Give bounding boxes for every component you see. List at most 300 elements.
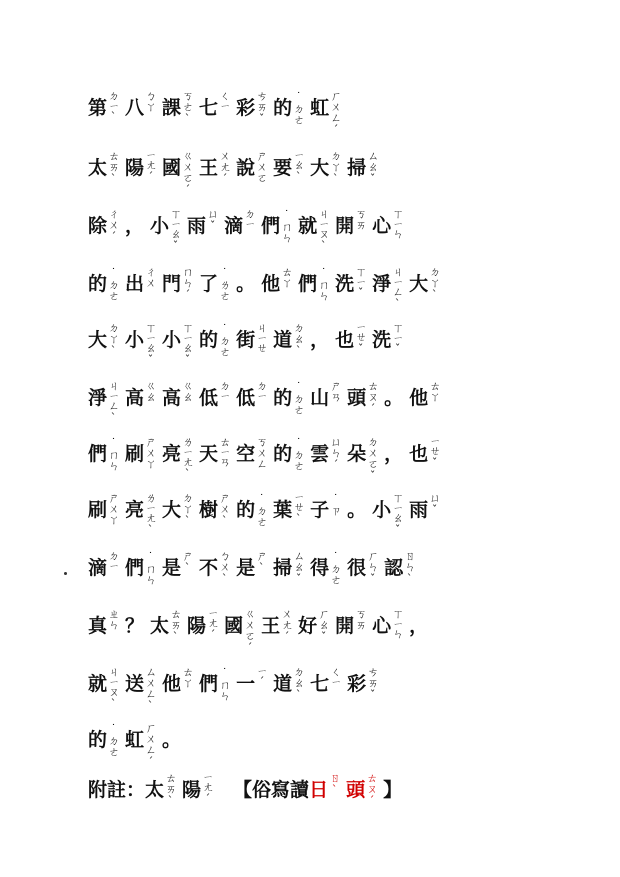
hanzi-character: 的 xyxy=(199,329,219,351)
character-with-zhuyin xyxy=(88,378,119,424)
zhuyin-annotation: ㄊㄡˊ xyxy=(365,772,379,807)
zhuyin-annotation: ㄉㄚˋ xyxy=(428,266,442,301)
character-with-zhuyin xyxy=(88,720,119,760)
hanzi-character: 的 xyxy=(273,443,293,465)
hanzi-character: 們 xyxy=(298,273,318,295)
character-with-zhuyin xyxy=(125,548,156,588)
character-with-zhuyin xyxy=(273,148,304,188)
zhuyin-annotation: ㄏㄠˇ xyxy=(317,608,331,643)
zhuyin-annotation: ㄊㄚ xyxy=(181,666,195,688)
hanzi-character: 第 xyxy=(88,97,108,119)
character-with-zhuyin xyxy=(88,88,119,128)
zhuyin-annotation: ㄧㄤˊ xyxy=(144,150,158,183)
footnote-line xyxy=(88,770,558,810)
character-with-zhuyin xyxy=(199,490,230,530)
zhuyin-annotation: ˙ㄉㄜ xyxy=(107,266,121,301)
text-line xyxy=(88,664,558,712)
zhuyin-annotation: ㄍㄠ xyxy=(144,380,158,402)
character-with-zhuyin xyxy=(145,770,176,810)
character-with-zhuyin xyxy=(335,206,366,246)
text-line xyxy=(88,548,558,588)
hanzi-character: 不 xyxy=(199,557,219,579)
zhuyin-annotation: ㄊㄚ xyxy=(428,380,442,402)
character-with-zhuyin xyxy=(409,378,440,418)
hanzi-character: 是 xyxy=(162,557,182,579)
punctuation: ， xyxy=(409,615,429,637)
character-with-zhuyin xyxy=(182,770,213,810)
hanzi-character: 小 xyxy=(162,329,182,351)
zhuyin-annotation: ㄩˇ xyxy=(206,208,220,232)
zhuyin-annotation: ˙ㄉㄜ xyxy=(329,550,343,585)
hanzi-character: 大 xyxy=(409,273,429,295)
hanzi-character: 亮 xyxy=(125,499,145,521)
character-with-zhuyin xyxy=(273,320,304,360)
hanzi-character: 低 xyxy=(199,387,219,409)
zhuyin-annotation: ㄒㄧˇ xyxy=(391,322,405,355)
hanzi-character: 虹 xyxy=(125,729,145,751)
hanzi-character: 認 xyxy=(384,557,404,579)
hanzi-character: 心 xyxy=(372,615,392,637)
hanzi-character: 虹 xyxy=(310,97,330,119)
text-line xyxy=(88,264,558,310)
hanzi-character: 葉 xyxy=(273,499,293,521)
zhuyin-annotation: ㄓㄣ xyxy=(107,608,121,630)
text-line xyxy=(88,434,558,482)
hanzi-character: 刷 xyxy=(88,499,108,521)
character-with-zhuyin xyxy=(199,88,230,128)
zhuyin-annotation: ㄊㄞˋ xyxy=(107,150,121,185)
hanzi-character: 太 xyxy=(88,157,108,179)
character-with-zhuyin xyxy=(88,148,119,188)
hanzi-character: 滴 xyxy=(224,215,244,237)
footnote-prefix: 附註： xyxy=(88,779,146,801)
character-with-zhuyin xyxy=(162,264,193,304)
character-with-zhuyin xyxy=(310,434,341,474)
character-with-zhuyin xyxy=(236,378,267,418)
hanzi-character: 國 xyxy=(162,157,182,179)
zhuyin-annotation: ˙ㄌㄜ xyxy=(218,266,232,301)
character-with-zhuyin xyxy=(273,378,304,418)
character-with-zhuyin xyxy=(162,664,193,704)
character-with-zhuyin xyxy=(347,664,378,704)
hanzi-character: 陽 xyxy=(187,615,207,637)
character-with-zhuyin xyxy=(273,434,304,474)
text-line xyxy=(88,148,558,196)
character-with-zhuyin xyxy=(309,770,340,810)
hanzi-character: 刷 xyxy=(125,443,145,465)
zhuyin-annotation: ㄌㄧㄤˋ xyxy=(181,436,195,480)
hanzi-character: 出 xyxy=(125,273,145,295)
hanzi-character: 朵 xyxy=(347,443,367,465)
punctuation: 。 xyxy=(384,387,404,409)
zhuyin-annotation: ㄅㄨˋ xyxy=(218,550,232,585)
character-with-zhuyin xyxy=(261,606,292,646)
zhuyin-annotation: ㄏㄣˇ xyxy=(366,550,380,585)
zhuyin-annotation: ㄒㄧㄣ xyxy=(391,608,405,639)
character-with-zhuyin xyxy=(310,548,341,588)
zhuyin-annotation: ˙ㄇㄣ xyxy=(280,208,294,243)
character-with-zhuyin xyxy=(125,320,156,366)
punctuation: ， xyxy=(310,329,330,351)
character-with-zhuyin xyxy=(298,606,329,646)
hanzi-character: 七 xyxy=(310,673,330,695)
character-with-zhuyin xyxy=(273,88,304,128)
character-with-zhuyin xyxy=(372,320,403,360)
hanzi-character: 王 xyxy=(261,615,281,637)
hanzi-character: 就 xyxy=(88,673,108,695)
hanzi-character: 門 xyxy=(162,273,182,295)
zhuyin-annotation: ㄏㄨㄥˊ xyxy=(329,90,343,136)
zhuyin-annotation: ㄧㄝˋ xyxy=(292,492,306,525)
punctuation: ， xyxy=(384,443,404,465)
hanzi-character: 雨 xyxy=(187,215,207,237)
zhuyin-annotation: ㄒㄧㄠˇ xyxy=(144,322,158,366)
character-with-zhuyin xyxy=(162,88,193,128)
zhuyin-annotation: ㄩˇ xyxy=(428,492,442,516)
zhuyin-annotation: ㄉㄧ xyxy=(255,380,269,400)
character-with-zhuyin xyxy=(125,148,156,188)
hanzi-character: 亮 xyxy=(162,443,182,465)
character-with-zhuyin xyxy=(347,148,378,188)
hanzi-character: 國 xyxy=(224,615,244,637)
hanzi-character: 街 xyxy=(236,329,256,351)
zhuyin-annotation: ㄉㄠˋ xyxy=(292,322,306,357)
zhuyin-annotation: ㄎㄞ xyxy=(354,608,368,630)
character-with-zhuyin xyxy=(261,264,292,304)
character-with-zhuyin xyxy=(347,434,378,482)
hanzi-character: 掃 xyxy=(273,557,293,579)
character-with-zhuyin xyxy=(199,548,230,588)
zhuyin-annotation: ˙ㄇㄣ xyxy=(218,666,232,701)
character-with-zhuyin xyxy=(261,206,292,246)
hanzi-character: 雨 xyxy=(409,499,429,521)
hanzi-character: 開 xyxy=(335,615,355,637)
zhuyin-annotation: ㄙㄠˇ xyxy=(366,150,380,185)
zhuyin-annotation: ˙ㄗ xyxy=(329,492,343,516)
hanzi-character: 他 xyxy=(261,273,281,295)
punctuation: 。 xyxy=(162,729,182,751)
character-with-zhuyin xyxy=(125,434,156,474)
character-with-zhuyin xyxy=(273,490,304,530)
hanzi-character: 高 xyxy=(162,387,182,409)
text-line xyxy=(88,606,558,654)
zhuyin-annotation: ㄙㄠˇ xyxy=(292,550,306,585)
zhuyin-annotation: ㄒㄧㄠˇ xyxy=(181,322,195,366)
character-with-zhuyin xyxy=(162,548,193,588)
zhuyin-annotation: ㄎㄞ xyxy=(354,208,368,230)
character-with-zhuyin xyxy=(199,148,230,188)
zhuyin-annotation: ㄒㄧㄠˇ xyxy=(169,208,183,252)
hanzi-character: 很 xyxy=(347,557,367,579)
character-with-zhuyin xyxy=(236,88,267,128)
character-with-zhuyin xyxy=(162,490,193,530)
hanzi-character: 真 xyxy=(88,615,108,637)
hanzi-character: 小 xyxy=(125,329,145,351)
zhuyin-annotation: ㄖㄣˋ xyxy=(403,550,417,585)
zhuyin-annotation: ㄔㄨˊ xyxy=(107,208,121,243)
character-with-zhuyin xyxy=(310,148,341,188)
hanzi-character: 空 xyxy=(236,443,256,465)
hanzi-character: 小 xyxy=(372,499,392,521)
zhuyin-annotation: ㄨㄤˊ xyxy=(218,150,232,185)
zhuyin-annotation: ㄒㄧˇ xyxy=(354,266,368,299)
character-with-zhuyin xyxy=(125,88,156,128)
character-with-zhuyin xyxy=(298,264,329,304)
character-with-zhuyin xyxy=(88,606,119,646)
character-with-zhuyin xyxy=(236,320,267,360)
zhuyin-annotation: ㄎㄨㄥ xyxy=(255,436,269,469)
zhuyin-annotation: ㄉㄠˋ xyxy=(292,666,306,701)
character-with-zhuyin xyxy=(347,378,378,418)
character-with-zhuyin xyxy=(162,148,193,196)
character-with-zhuyin xyxy=(125,664,156,712)
character-with-zhuyin xyxy=(335,264,366,304)
character-with-zhuyin xyxy=(88,664,119,710)
hanzi-character: 的 xyxy=(88,729,108,751)
hanzi-character: 彩 xyxy=(347,673,367,695)
zhuyin-annotation: ㄕㄢ xyxy=(329,380,343,402)
character-with-zhuyin xyxy=(162,320,193,366)
hanzi-character: 是 xyxy=(236,557,256,579)
zhuyin-annotation: ㄉㄨㄛˇ xyxy=(366,436,380,482)
hanzi-character: 課 xyxy=(162,97,182,119)
hanzi-character: 道 xyxy=(273,673,293,695)
character-with-zhuyin xyxy=(224,606,255,654)
zhuyin-annotation: ㄉㄧˋ xyxy=(107,90,121,123)
zhuyin-annotation: ㄏㄨㄥˊ xyxy=(144,722,158,768)
character-with-zhuyin xyxy=(298,206,329,252)
character-with-zhuyin xyxy=(88,320,119,360)
character-with-zhuyin xyxy=(199,320,230,360)
hanzi-character: 太 xyxy=(150,615,170,637)
hanzi-character: 洗 xyxy=(372,329,392,351)
character-with-zhuyin xyxy=(88,206,119,246)
character-with-zhuyin xyxy=(150,606,181,646)
character-with-zhuyin xyxy=(310,490,341,530)
zhuyin-annotation: ˙ㄉㄜ xyxy=(107,722,121,757)
character-with-zhuyin xyxy=(199,664,230,704)
zhuyin-annotation: ㄧㄤˊ xyxy=(201,772,215,805)
hanzi-character: 送 xyxy=(125,673,145,695)
character-with-zhuyin xyxy=(125,378,156,418)
zhuyin-annotation: ㄕㄨㄛ xyxy=(255,150,269,183)
character-with-zhuyin xyxy=(310,88,341,136)
character-with-zhuyin xyxy=(88,264,119,304)
hanzi-character: 要 xyxy=(273,157,293,179)
hanzi-character: 道 xyxy=(273,329,293,351)
zhuyin-annotation: ˙ㄇㄣ xyxy=(107,436,121,471)
text-line xyxy=(88,206,558,252)
hanzi-character: 山 xyxy=(310,387,330,409)
zhuyin-annotation: ㄖˋ xyxy=(328,772,342,796)
zhuyin-annotation: ㄧㄤˊ xyxy=(206,608,220,641)
zhuyin-annotation: ㄧㄝˇ xyxy=(428,436,442,469)
hanzi-character: 們 xyxy=(199,673,219,695)
hanzi-character: 小 xyxy=(150,215,170,237)
character-with-zhuyin xyxy=(236,490,267,530)
hanzi-character: 頭 xyxy=(346,779,366,801)
zhuyin-annotation: ㄊㄧㄢ xyxy=(218,436,232,467)
character-with-zhuyin xyxy=(88,548,119,588)
character-with-zhuyin xyxy=(372,264,403,310)
zhuyin-annotation: ㄨㄤˊ xyxy=(280,608,294,643)
zhuyin-annotation: ㄑㄧ xyxy=(218,90,232,110)
zhuyin-annotation: ㄧˊ xyxy=(255,666,269,688)
hanzi-character: 淨 xyxy=(372,273,392,295)
character-with-zhuyin xyxy=(273,664,304,704)
character-with-zhuyin xyxy=(409,490,440,530)
zhuyin-annotation: ㄍㄠ xyxy=(181,380,195,402)
text-line xyxy=(88,320,558,366)
hanzi-character: 八 xyxy=(125,97,145,119)
hanzi-character: 大 xyxy=(88,329,108,351)
hanzi-character: 了 xyxy=(199,273,219,295)
hanzi-character: 也 xyxy=(335,329,355,351)
zhuyin-annotation: ㄅㄚ xyxy=(144,90,158,112)
character-with-zhuyin xyxy=(310,378,341,418)
character-with-zhuyin xyxy=(236,434,267,474)
zhuyin-annotation: ㄧㄝˇ xyxy=(354,322,368,355)
character-with-zhuyin xyxy=(236,148,267,188)
hanzi-character: 開 xyxy=(335,215,355,237)
zhuyin-annotation: ㄒㄧㄣ xyxy=(391,208,405,239)
zhuyin-annotation: ㄉㄚˋ xyxy=(107,322,121,357)
zhuyin-annotation: ˙ㄉㄜ xyxy=(292,380,306,415)
zhuyin-annotation: ㄕˋ xyxy=(181,550,195,574)
zhuyin-annotation: ㄕˋ xyxy=(255,550,269,574)
character-with-zhuyin xyxy=(162,378,193,418)
hanzi-character: 滴 xyxy=(88,557,108,579)
hanzi-character: 天 xyxy=(199,443,219,465)
zhuyin-annotation: ㄕㄨˋ xyxy=(218,492,232,527)
hanzi-character: 太 xyxy=(145,779,165,801)
hanzi-character: 頭 xyxy=(347,387,367,409)
text-line xyxy=(88,720,558,768)
punctuation: 。 xyxy=(347,499,367,521)
hanzi-character: 掃 xyxy=(347,157,367,179)
hanzi-character: 一 xyxy=(236,673,256,695)
stray-dot xyxy=(64,572,67,575)
zhuyin-annotation: ㄉㄧ xyxy=(107,550,121,570)
zhuyin-annotation: ㄉㄧ xyxy=(243,208,257,228)
hanzi-character: 除 xyxy=(88,215,108,237)
hanzi-character: 他 xyxy=(409,387,429,409)
hanzi-character: 王 xyxy=(199,157,219,179)
hanzi-character: 的 xyxy=(273,387,293,409)
character-with-zhuyin xyxy=(310,664,341,704)
character-with-zhuyin xyxy=(236,548,267,588)
bracket-open: 【俗寫讀 xyxy=(233,779,310,801)
text-line xyxy=(88,88,558,136)
hanzi-character: 雲 xyxy=(310,443,330,465)
hanzi-character: 的 xyxy=(88,273,108,295)
hanzi-character: 也 xyxy=(409,443,429,465)
punctuation: ？ xyxy=(125,615,145,637)
zhuyin-annotation: ㄕㄨㄚ xyxy=(144,436,158,469)
zhuyin-annotation: ㄊㄞˋ xyxy=(169,608,183,643)
hanzi-character: 彩 xyxy=(236,97,256,119)
zhuyin-annotation: ㄉㄚˋ xyxy=(181,492,195,527)
zhuyin-annotation: ㄐㄧㄥˋ xyxy=(391,266,405,310)
character-with-zhuyin xyxy=(372,606,403,646)
character-with-zhuyin xyxy=(346,770,377,810)
zhuyin-annotation: ㄍㄨㄛˊ xyxy=(243,608,257,654)
character-with-zhuyin xyxy=(335,320,366,360)
zhuyin-annotation: ˙ㄉㄜ xyxy=(292,90,306,125)
hanzi-character: 淨 xyxy=(88,387,108,409)
zhuyin-annotation: ㄩㄣˊ xyxy=(329,436,343,471)
character-with-zhuyin xyxy=(347,548,378,588)
bracket-close: 】 xyxy=(383,779,403,801)
zhuyin-annotation: ˙ㄇㄣ xyxy=(317,266,331,301)
hanzi-character: 們 xyxy=(88,443,108,465)
zhuyin-annotation: ˙ㄉㄜ xyxy=(255,492,269,527)
text-line xyxy=(88,490,558,536)
character-with-zhuyin xyxy=(199,434,230,474)
hanzi-character: 得 xyxy=(310,557,330,579)
zhuyin-annotation: ˙ㄉㄜ xyxy=(218,322,232,357)
text-line xyxy=(88,378,558,424)
hanzi-character: 樹 xyxy=(199,499,219,521)
hanzi-character: 他 xyxy=(162,673,182,695)
zhuyin-annotation: ㄇㄣˊ xyxy=(181,266,195,301)
character-with-zhuyin xyxy=(199,378,230,418)
hanzi-character: 大 xyxy=(310,157,330,179)
character-with-zhuyin xyxy=(162,434,193,480)
zhuyin-annotation: ㄘㄞˇ xyxy=(255,90,269,125)
zhuyin-annotation: ㄐㄧㄝ xyxy=(255,322,269,353)
zhuyin-annotation: ㄍㄨㄛˊ xyxy=(181,150,195,196)
character-with-zhuyin xyxy=(88,434,119,474)
character-with-zhuyin xyxy=(187,206,218,246)
character-with-zhuyin xyxy=(125,264,156,304)
zhuyin-annotation: ㄘㄞˇ xyxy=(366,666,380,701)
punctuation: ， xyxy=(125,215,145,237)
zhuyin-annotation: ㄒㄧㄠˇ xyxy=(391,492,405,536)
character-with-zhuyin xyxy=(409,434,440,474)
character-with-zhuyin xyxy=(273,548,304,588)
hanzi-character: 子 xyxy=(310,499,330,521)
zhuyin-annotation: ㄊㄞˋ xyxy=(164,772,178,807)
zhuyin-annotation: ㄉㄚˋ xyxy=(329,150,343,185)
character-with-zhuyin xyxy=(125,490,156,536)
hanzi-character: 日 xyxy=(309,779,329,801)
zhuyin-annotation: ㄙㄨㄥˋ xyxy=(144,666,158,712)
character-with-zhuyin xyxy=(199,264,230,304)
character-with-zhuyin xyxy=(372,206,403,246)
punctuation: 。 xyxy=(236,273,256,295)
character-with-zhuyin xyxy=(372,490,403,536)
hanzi-character: 洗 xyxy=(335,273,355,295)
zhuyin-annotation: ㄉㄧ xyxy=(218,380,232,400)
zhuyin-annotation: ㄊㄡˊ xyxy=(366,380,380,415)
hanzi-character: 低 xyxy=(236,387,256,409)
zhuyin-annotation: ˙ㄇㄣ xyxy=(144,550,158,585)
zhuyin-annotation: ㄐㄧㄥˋ xyxy=(107,380,121,424)
hanzi-character: 心 xyxy=(372,215,392,237)
character-with-zhuyin xyxy=(335,606,366,646)
hanzi-character: 說 xyxy=(236,157,256,179)
zhuyin-annotation: ㄕㄨㄚ xyxy=(107,492,121,525)
character-with-zhuyin xyxy=(384,548,415,588)
hanzi-character: 陽 xyxy=(125,157,145,179)
zhuyin-annotation: ˙ㄉㄜ xyxy=(292,436,306,471)
zhuyin-annotation: ㄑㄧ xyxy=(329,666,343,686)
hanzi-character: 好 xyxy=(298,615,318,637)
hanzi-character: 們 xyxy=(125,557,145,579)
zhuyin-annotation: ㄐㄧㄡˋ xyxy=(107,666,121,710)
character-with-zhuyin xyxy=(236,664,267,704)
